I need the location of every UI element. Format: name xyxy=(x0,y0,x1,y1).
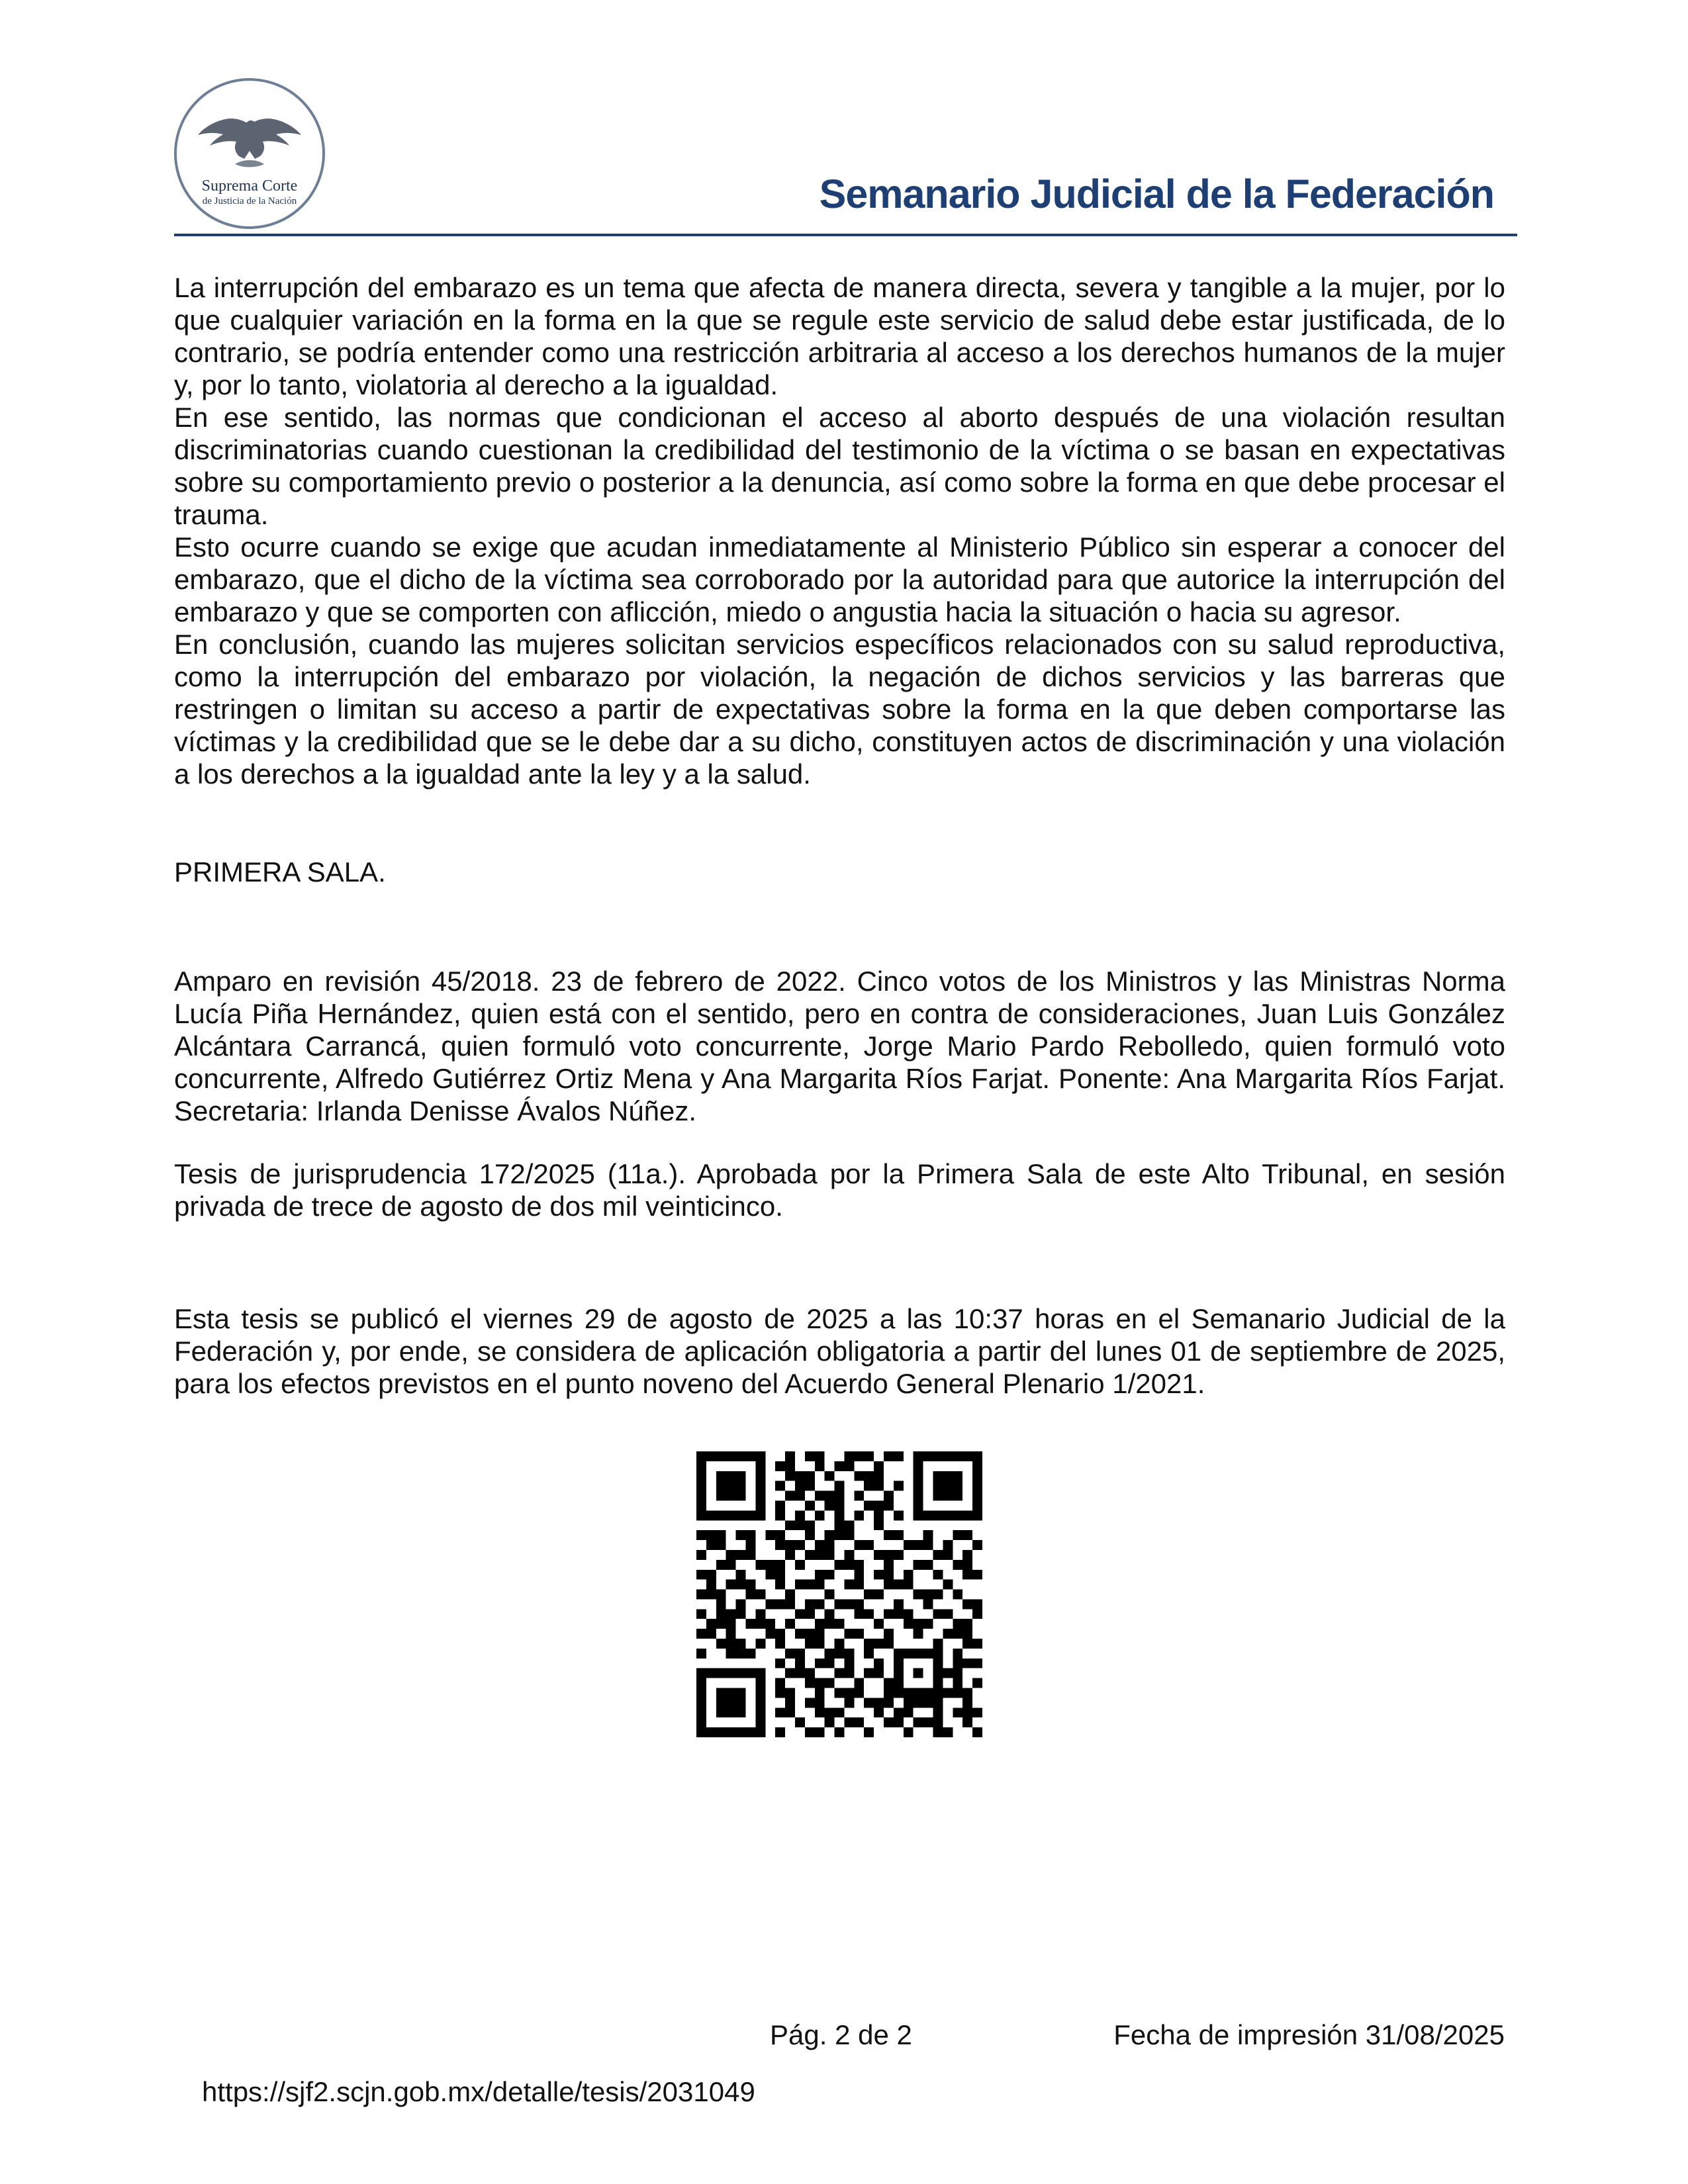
page-header-title: Semanario Judicial de la Federación xyxy=(819,171,1494,216)
qr-code xyxy=(696,1451,982,1737)
scjn-logo xyxy=(174,78,325,229)
print-date: Fecha de impresión 31/08/2025 xyxy=(1113,2019,1505,2050)
paragraph: La interrupción del embarazo es un tema que afecta de manera directa, severa y tangible a la mujer, por lo que cualquier variación en la forma en la que se regule este servicio de salud debe estar justificada, de lo contrario, se podría entender como una restricción arbitraria al acceso a los derechos humanos de la mujer y, por lo tanto, violatoria al derecho a la igualdad. xyxy=(174,272,1505,400)
source-url[interactable]: https://sjf2.scjn.gob.mx/detalle/tesis/2031049 xyxy=(202,2076,755,2107)
logo-text-secondary: de Justicia de la Nación xyxy=(202,196,297,206)
thesis-body xyxy=(174,271,1505,790)
sala-label: PRIMERA SALA. xyxy=(174,856,386,887)
header-divider xyxy=(174,234,1517,236)
thesis-approval-paragraph: Tesis de jurisprudencia 172/2025 (11a.). Aprobada por la Primera Sala de este Alto Tribunal, en sesión privada de trece de agosto de dos mil veinticinco. xyxy=(174,1158,1505,1222)
paragraph: Esto ocurre cuando se exige que acudan inmediatamente al Ministerio Público sin esperar a conocer del embarazo, que el dicho de la víctima sea corroborado por la autoridad para que autorice la interrupción del embarazo y que se comporten con aflicción, miedo o angustia hacia la situación o hacia su agresor. xyxy=(174,531,1505,627)
logo-text-primary: Suprema Corte xyxy=(201,177,298,195)
publication-paragraph: Esta tesis se publicó el viernes 29 de agosto de 2025 a las 10:37 horas en el Semanario Judicial de la Federación y, por ende, se considera de aplicación obligatoria a partir del lunes 01 de septiembre de 2025, para los efectos previstos en el punto noveno del Acuerdo General Plenario 1/2021. xyxy=(174,1303,1505,1399)
precedent-paragraph: Amparo en revisión 45/2018. 23 de febrero de 2022. Cinco votos de los Ministros y las Ministras Norma Lucía Piña Hernández, quien está con el sentido, pero en contra de consideraciones, Juan Luis González Alcántara Carrancá, quien formuló voto concurrente, Jorge Mario Pardo Rebolledo, quien formuló voto concurrente, Alfredo Gutiérrez Ortiz Mena y Ana Margarita Ríos Farjat. Ponente: Ana Margarita Ríos Farjat. Secretaria: Irlanda Denisse Ávalos Núñez. xyxy=(174,966,1505,1126)
page-number: Pág. 2 de 2 xyxy=(770,2019,912,2050)
paragraph: En conclusión, cuando las mujeres solicitan servicios específicos relacionados con su salud reproductiva, como la interrupción del embarazo por violación, la negación de dichos servicios y las barreras que restringen o limitan su acceso a partir de expectativas sobre la forma en la que deben comportarse las víctimas y la credibilidad que se le debe dar a su dicho, constituyen actos de discriminación y una violación a los derechos a la igualdad ante la ley y a la salud. xyxy=(174,629,1505,790)
eagle-emblem-icon xyxy=(195,113,304,172)
paragraph: En ese sentido, las normas que condicionan el acceso al aborto después de una violación resultan discriminatorias cuando cuestionan la credibilidad del testimonio de la víctima o se basan en expectativas sobre su comportamiento previo o posterior a la denuncia, así como sobre la forma en que debe procesar el trauma. xyxy=(174,402,1505,530)
